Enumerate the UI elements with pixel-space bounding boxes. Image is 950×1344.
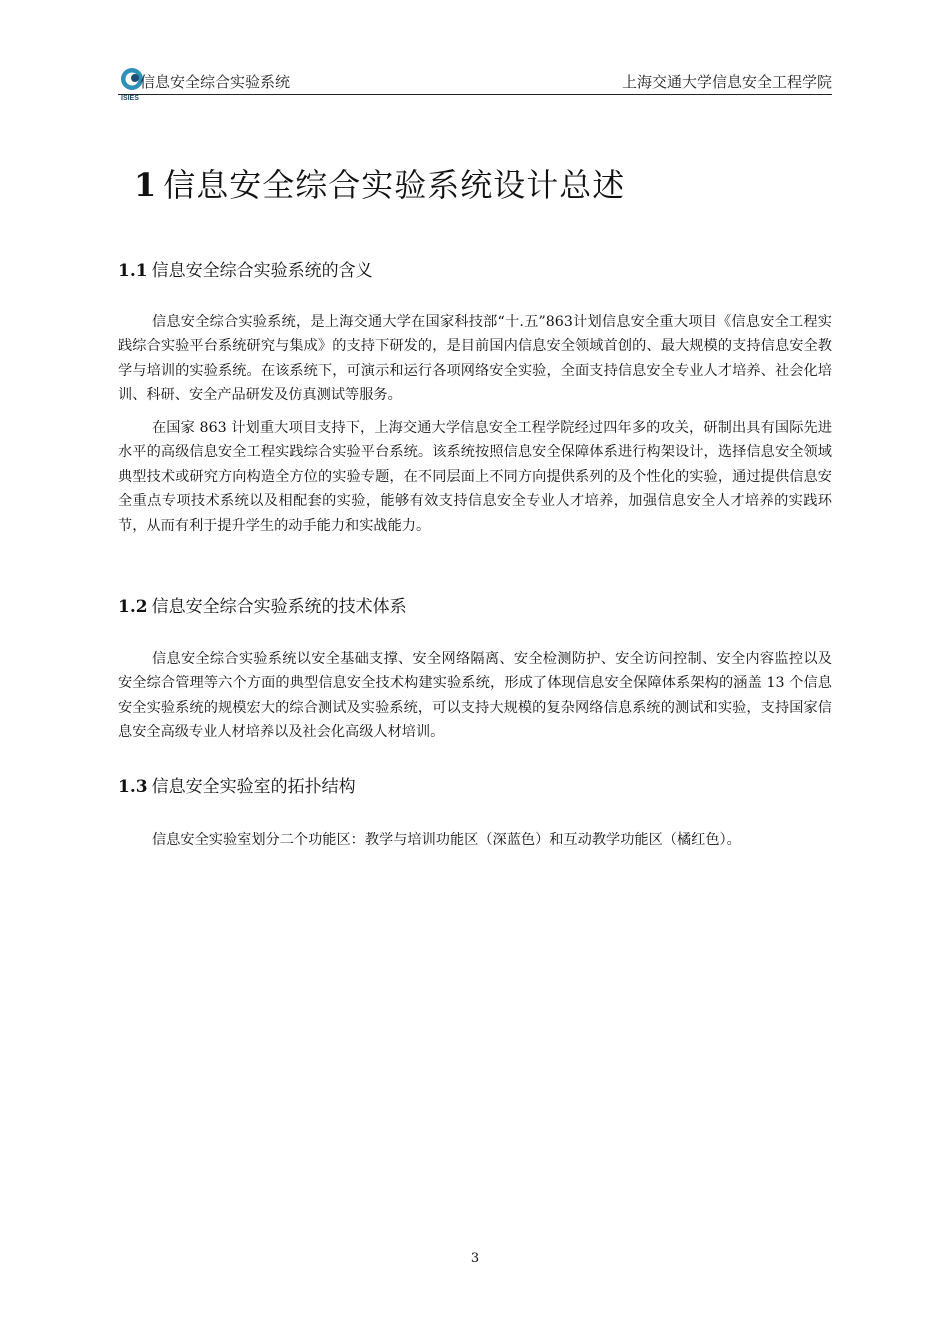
page-header <box>118 64 832 102</box>
section-number: 1.2 <box>118 597 148 617</box>
section-number: 1.1 <box>118 261 148 281</box>
header-right-title: 上海交通大学信息安全工程学院 <box>621 73 832 91</box>
page-number: 3 <box>470 1251 480 1266</box>
section-title-text: 信息安全综合实验系统的技术体系 <box>151 597 407 617</box>
chapter-title <box>134 160 625 206</box>
paragraph: 信息安全综合实验系统以安全基础支撑、安全网络隔离、安全检测防护、安全访问控制、安全内容监控以及安全综合管理等六个方面的典型信息安全技术构建实验系统，形成了体现信息安全保障体系架构的涵盖 13 个信息安全实验系统的规模宏大的综合测试及实验系统，可以支持大规模的复杂网络信息系统的测试和实验，支持国家信息安全高级专业人材培养以及社会化高级人材培训。 <box>118 651 832 741</box>
chapter-number: 1 <box>134 166 158 204</box>
section-title-text: 信息安全实验室的拓扑结构 <box>151 777 356 797</box>
section-heading-1-2 <box>118 592 407 617</box>
header-left-title: 信息安全综合实验系统 <box>140 73 291 91</box>
paragraph: 信息安全综合实验系统，是上海交通大学在国家科技部“十.五”863计划信息安全重大项目《信息安全工程实践综合实验平台系统研究与集成》的支持下研发的，是目前国内信息安全领域首创的、最大规模的支持信息安全教学与培训的实验系统。在该系统下，可演示和运行各项网络安全实验，全面支持信息安全专业人才培养、社会化培训、科研、安全产品研发及仿真测试等服务。 <box>118 314 832 404</box>
paragraph: 在国家 863 计划重大项目支持下，上海交通大学信息安全工程学院经过四年多的攻关，研制出具有国际先进水平的高级信息安全工程实践综合实验平台系统。该系统按照信息安全保障体系进行构架设计，选择信息安全领域典型技术或研究方向构造全方位的实验专题，在不同层面上不同方向提供系列的及个性化的实验，通过提供信息安全重点专项技术系统以及相配套的实验，能够有效支持信息安全专业人才培养，加强信息安全人才培养的实践环节，从而有利于提升学生的动手能力和实战能力。 <box>118 420 832 534</box>
chapter-title-text: 信息安全综合实验系统设计总述 <box>163 166 626 204</box>
section-number: 1.3 <box>118 777 148 797</box>
section-heading-1-1 <box>118 256 373 281</box>
logo-text: ISIES <box>121 95 139 102</box>
section-title-text: 信息安全综合实验系统的含义 <box>151 261 373 281</box>
paragraph: 信息安全实验室划分二个功能区：教学与培训功能区（深蓝色）和互动教学功能区（橘红色）。 <box>152 832 741 848</box>
section-heading-1-3 <box>118 772 356 797</box>
